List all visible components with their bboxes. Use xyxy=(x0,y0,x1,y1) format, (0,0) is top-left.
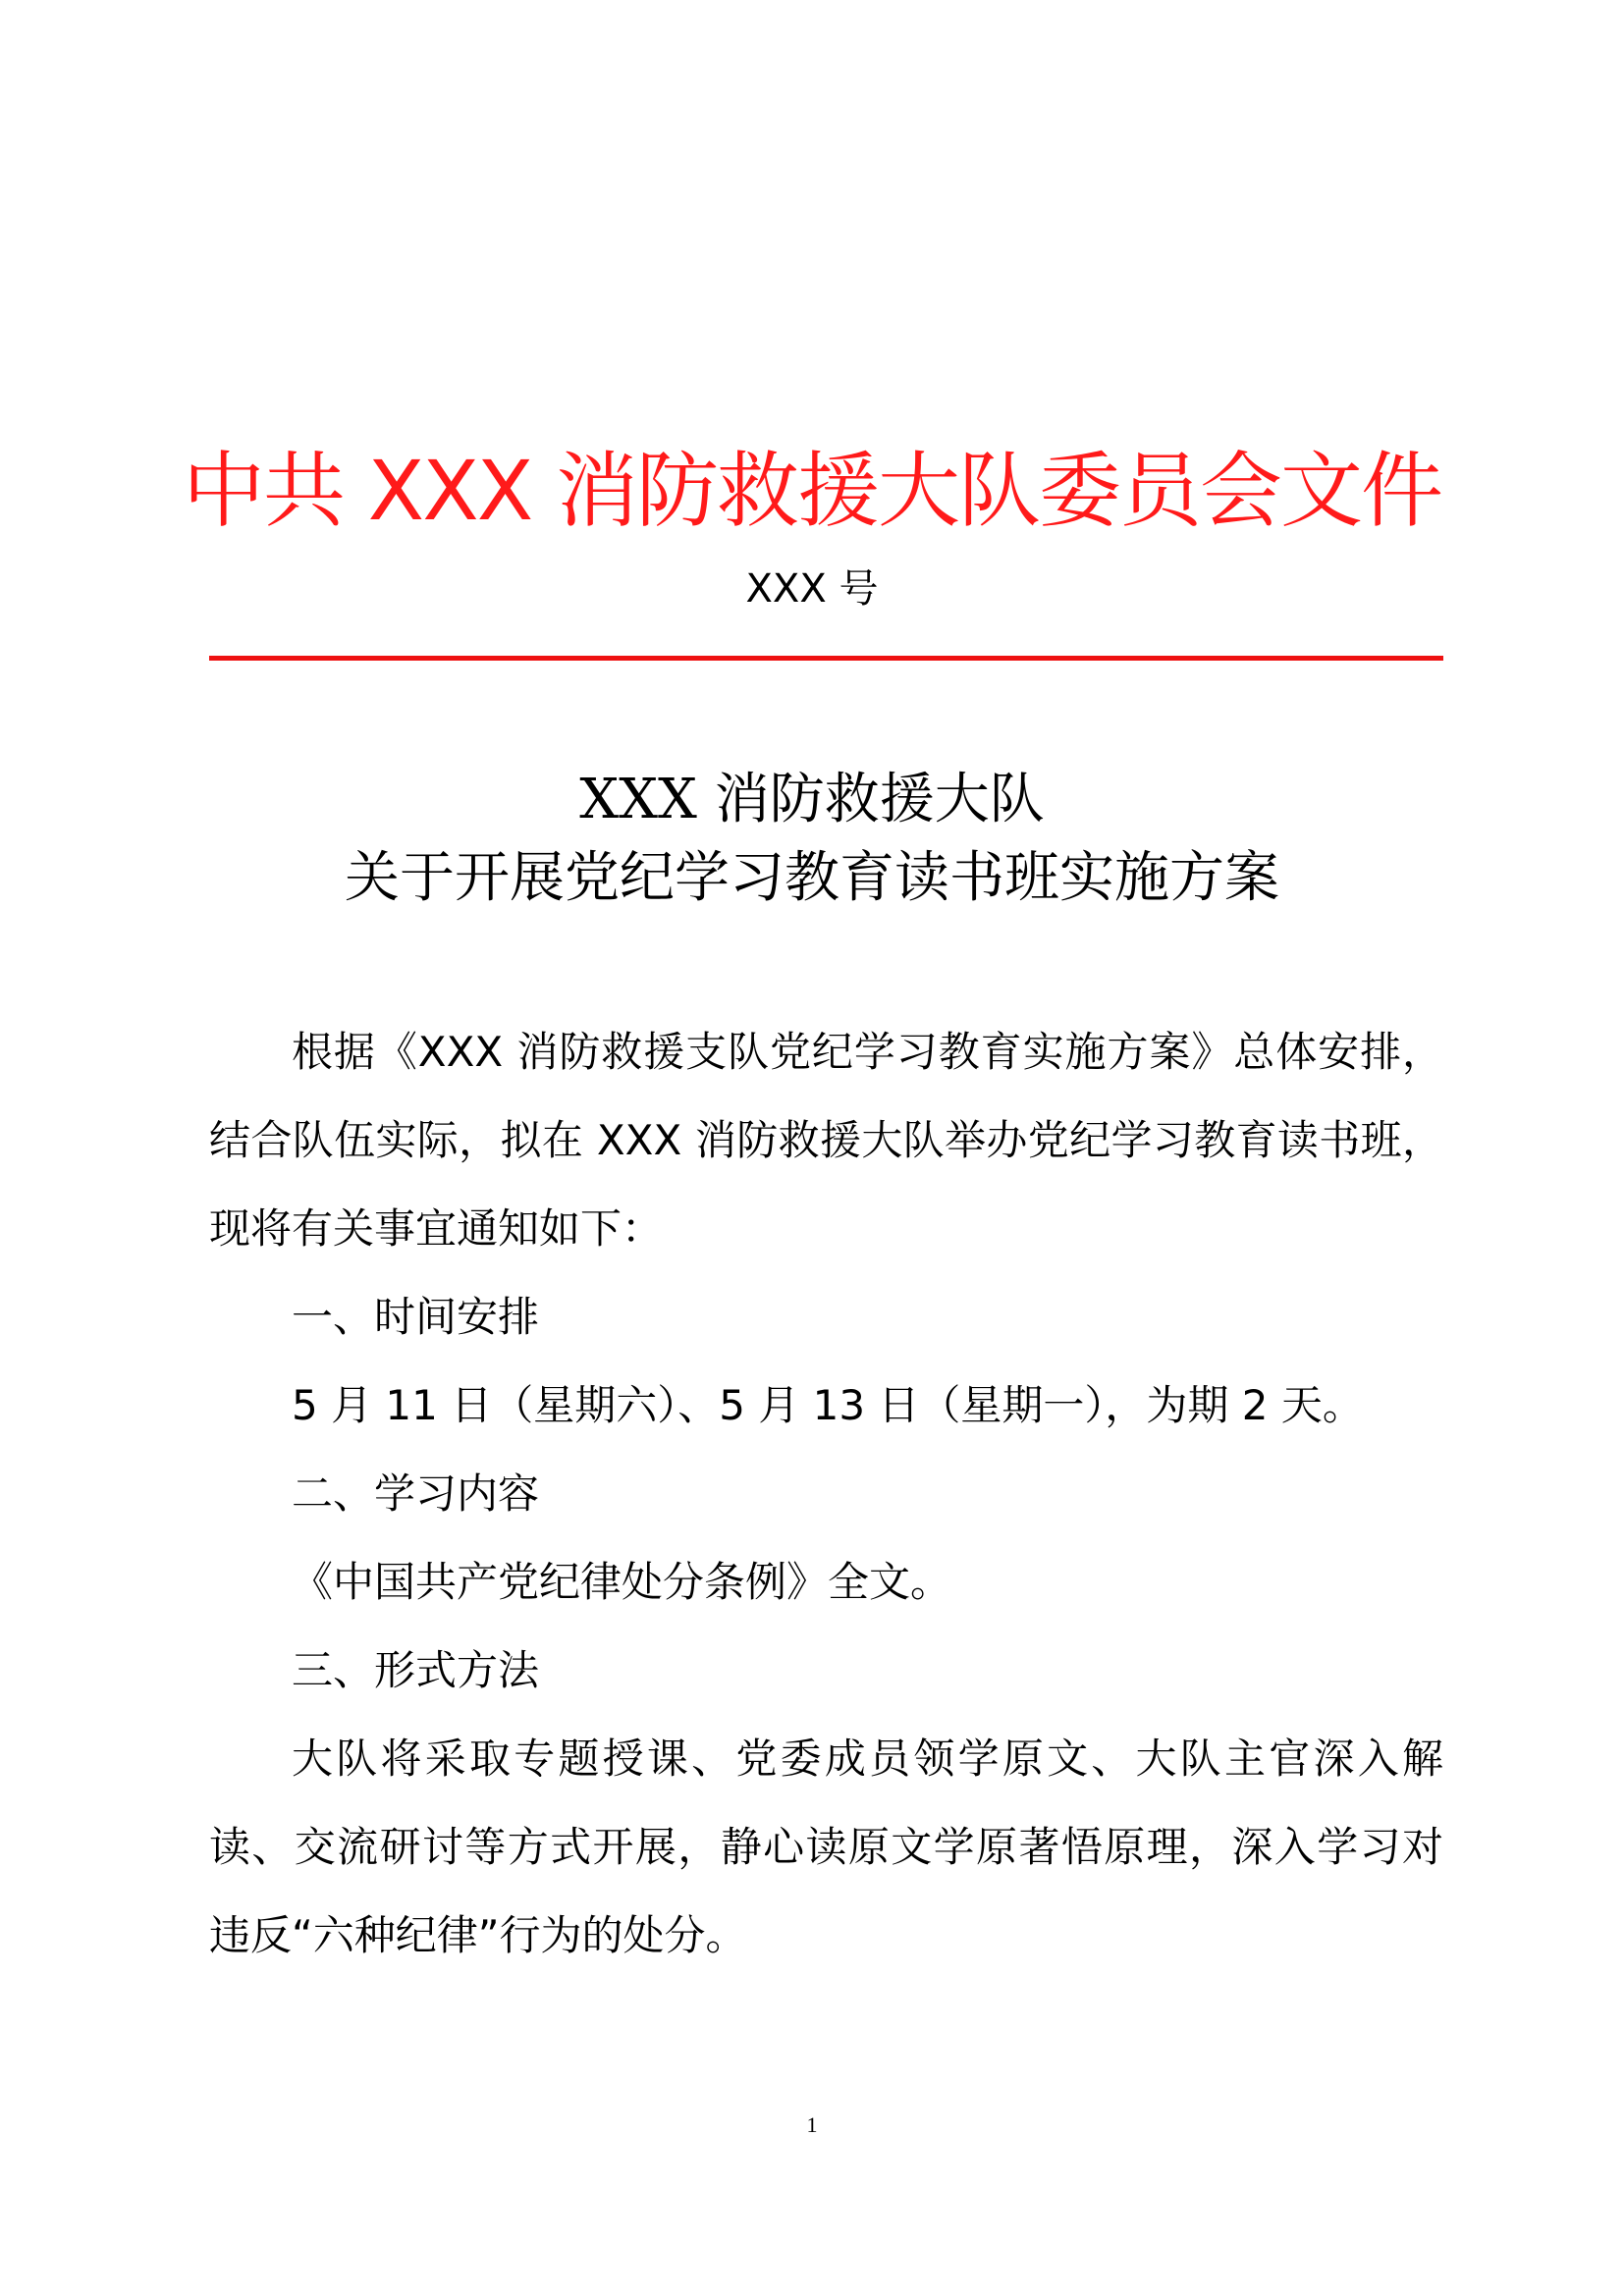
section-heading-content: 二、学习内容 xyxy=(292,1469,540,1518)
section-text-content: 《中国共产党纪律处分条例》全文。 xyxy=(292,1558,952,1606)
document-title-line-2: 关于开展党纪学习教育读书班实施方案 xyxy=(345,846,1279,910)
page-number: 1 xyxy=(806,2112,818,2137)
document-body xyxy=(209,1008,1443,1980)
section-text-time: 5 月 11 日（星期六）、5 月 13 日（星期一），为期 2 天。 xyxy=(292,1381,1364,1429)
section-text-method: 大队将采取专题授课、党委成员领学原文、大队主官深入解读、交流研讨等方式开展，静心读原文学原著悟原理，深入学习对违反“六种纪律”行为的处分。 xyxy=(209,1735,1443,1959)
document-number: XXX 号 xyxy=(745,566,879,612)
document-header-title: 中共 XXX 消防救援大队委员会文件 xyxy=(182,443,1442,539)
red-separator-line xyxy=(209,656,1443,661)
section-heading-time: 一、时间安排 xyxy=(292,1293,540,1341)
intro-paragraph: 根据《XXX 消防救援支队党纪学习教育实施方案》总体安排，结合队伍实际，拟在 XXX 消防救援大队举办党纪学习教育读书班，现将有关事宜通知如下： xyxy=(209,1028,1443,1253)
document-title xyxy=(0,761,1624,918)
document-title-line-1: XXX 消防救援大队 xyxy=(579,768,1045,831)
section-heading-method: 三、形式方法 xyxy=(292,1646,540,1694)
